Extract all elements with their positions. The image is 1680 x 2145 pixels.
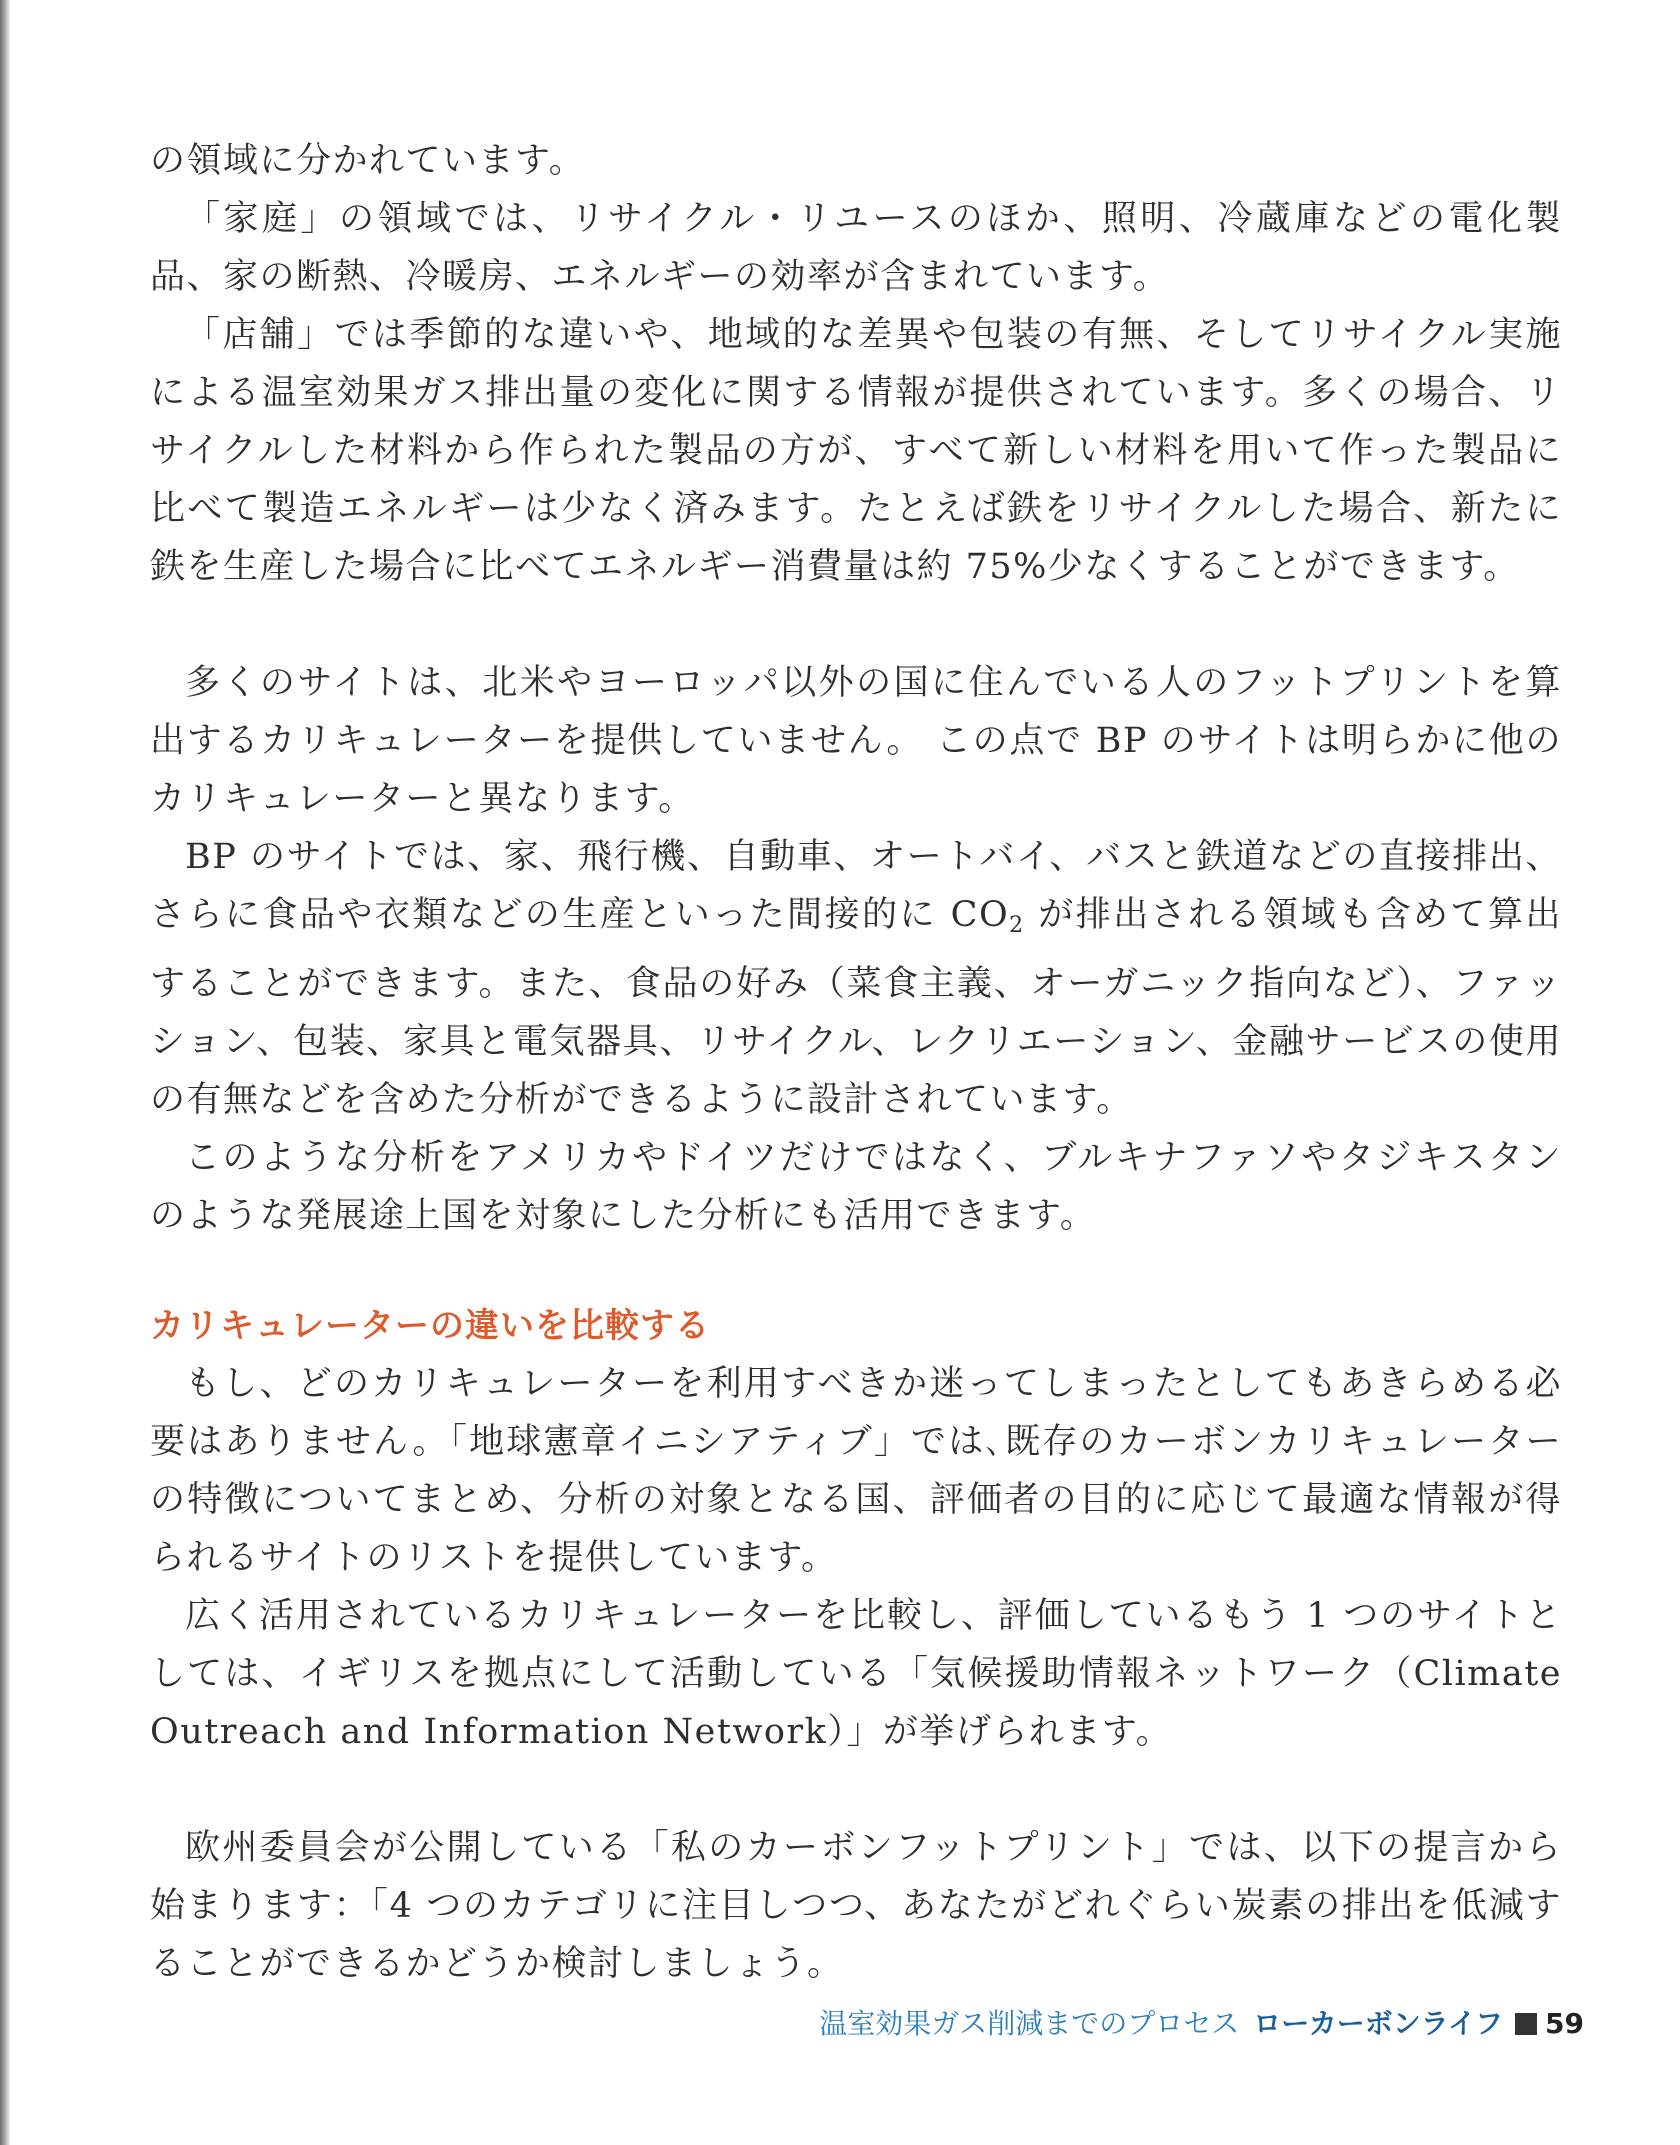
paragraph-coin: 広く活用されているカリキュレーターを比較し、評価しているもう 1 つのサイトとしては、イギリスを拠点にして活動している「気候援助情報ネットワーク（Climate Outreach and Information Network）」が挙げられます。 bbox=[150, 1596, 1562, 1752]
page-body bbox=[150, 132, 1562, 1993]
footer-section-title: 温室効果ガス削減までのプロセス bbox=[819, 2007, 1240, 2040]
paragraph-european-commission: 欧州委員会が公開している「私のカーボンフットプリント」では、以下の提言から始まります：「4 つのカテゴリに注目しつつ、あなたがどれぐらい炭素の排出を低減することができるかどうか検討しましょう。 bbox=[150, 1828, 1562, 1984]
page-binding-edge bbox=[0, 0, 10, 2145]
footer-book-title: ローカーボンライフ bbox=[1253, 2007, 1504, 2040]
bp-text-after: が排出される領域も含めて算出することができます。また、食品の好み（菜食主義、オーガニック指向など）、ファッション、包装、家具と電気器具、リサイクル、レクリエーション、金融サービスの使用の有無などを含めた分析ができるように設計されています。 bbox=[150, 895, 1562, 1120]
section-heading: カリキュレーターの違いを比較する bbox=[150, 1306, 710, 1346]
footer-square-marker bbox=[1515, 2013, 1537, 2035]
paragraph-earth-charter: もし、どのカリキュレーターを利用すべきか迷ってしまったとしてもあきらめる必要はありません。「地球憲章イニシアティブ」では､既存のカーボンカリキュレーターの特徴についてまとめ、分析の対象となる国、評価者の目的に応じて最適な情報が得られるサイトのリストを提供しています。 bbox=[150, 1364, 1562, 1578]
paragraph-continuation: の領域に分かれています。 bbox=[150, 141, 586, 181]
paragraph-other-sites: 多くのサイトは、北米やヨーロッパ以外の国に住んでいる人のフットプリントを算出するカリキュレーターを提供していません。 この点で BP のサイトは明らかに他のカリキュレーターと異なります。 bbox=[150, 663, 1562, 819]
paragraph-bp-site bbox=[150, 828, 1562, 1129]
co2-subscript: 2 bbox=[1009, 913, 1025, 938]
paragraph-gap bbox=[150, 596, 1562, 654]
paragraph-home-domain: 「家庭」の領域では、リサイクル・リユースのほか、照明、冷蔵庫などの電化製品、家の断熱、冷暖房、エネルギーの効率が含まれています。 bbox=[150, 199, 1562, 297]
bp-text-before: BP のサイトでは、家、飛行機、自動車、オートバイ、バスと鉄道などの直接排出、さらに食品や衣類などの生産といった間接的に CO bbox=[150, 837, 1562, 935]
paragraph-gap bbox=[150, 1761, 1562, 1819]
paragraph-store-domain: 「店舗」では季節的な違いや、地域的な差異や包装の有無、そしてリサイクル実施による温室効果ガス排出量の変化に関する情報が提供されています。多くの場合、リサイクルした材料から作られた製品の方が、すべて新しい材料を用いて作った製品に比べて製造エネルギーは少なく済みます。たとえば鉄をリサイクルした場合、新たに鉄を生産した場合に比べてエネルギー消費量は約 75%少なくすることができます。 bbox=[150, 315, 1562, 587]
page-number: 59 bbox=[1545, 2007, 1584, 2040]
paragraph-developing-countries: このような分析をアメリカやドイツだけではなく、ブルキナファソやタジキスタンのような発展途上国を対象にした分析にも活用できます。 bbox=[150, 1138, 1562, 1236]
running-footer bbox=[819, 2004, 1584, 2044]
